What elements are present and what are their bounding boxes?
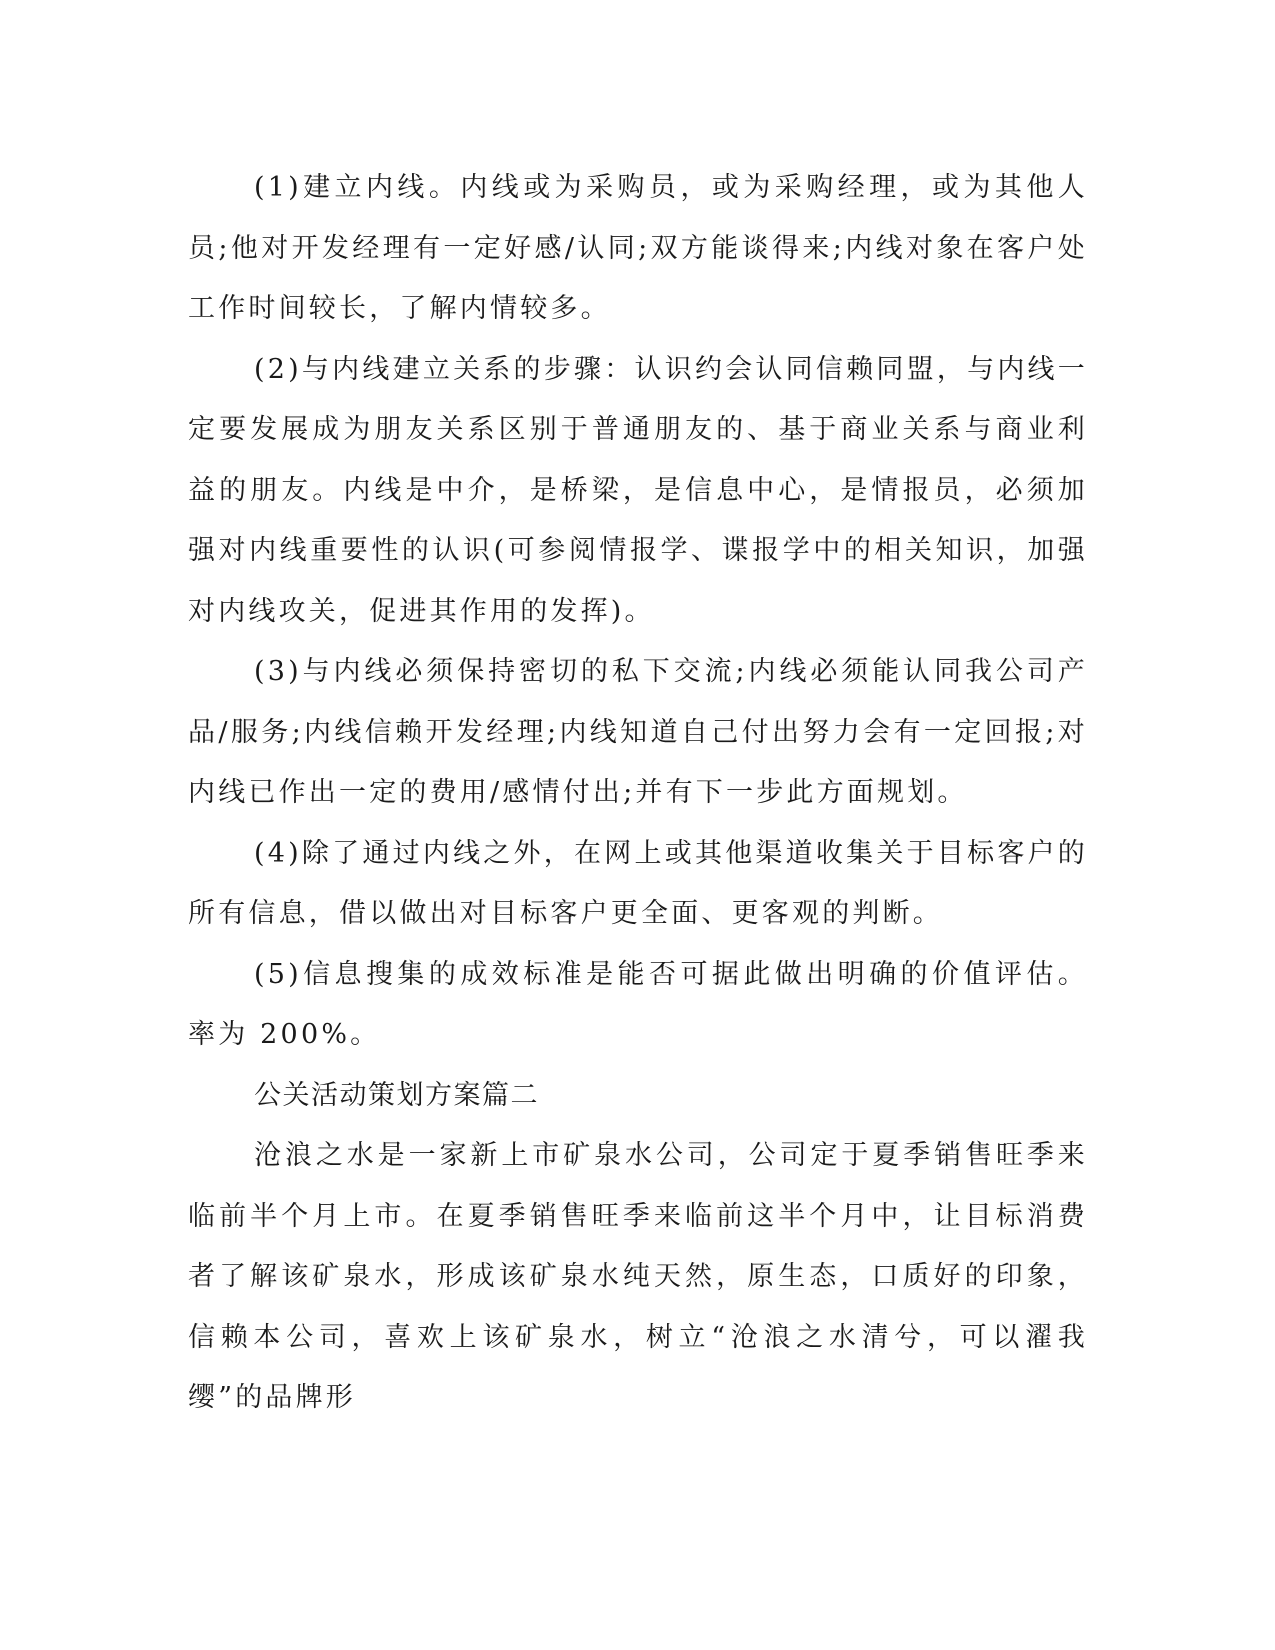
section-heading: 公关活动策划方案篇二	[254, 1079, 539, 1111]
paragraph-6: 沧浪之水是一家新上市矿泉水公司，公司定于夏季销售旺季来临前半个月上市。在夏季销售旺季来临前这半个月中，让目标消费者了解该矿泉水，形成该矿泉水纯天然，原生态，口质好的印象，信赖本公司，喜欢上该矿泉水，树立“沧浪之水清兮，可以濯我缨”的品牌形	[188, 1140, 1088, 1413]
paragraph-4: (4)除了通过内线之外，在网上或其他渠道收集关于目标客户的所有信息，借以做出对目标客户更全面、更客观的判断。	[188, 837, 1088, 929]
paragraph-5: (5)信息搜集的成效标准是能否可据此做出明确的价值评估。 率为 200%。	[188, 958, 1088, 1050]
paragraph-1: (1)建立内线。内线或为采购员，或为采购经理，或为其他人员;他对开发经理有一定好感/认同;双方能谈得来;内线对象在客户处工作时间较长，了解内情较多。	[188, 172, 1088, 324]
document-body	[188, 158, 1088, 1429]
paragraph-3: (3)与内线必须保持密切的私下交流;内线必须能认同我公司产品/服务;内线信赖开发经理;内线知道自己付出努力会有一定回报;对内线已作出一定的费用/感情付出;并有下一步此方面规划。	[188, 656, 1088, 808]
paragraph-2: (2)与内线建立关系的步骤：认识约会认同信赖同盟，与内线一定要发展成为朋友关系区别于普通朋友的、基于商业关系与商业利益的朋友。内线是中介，是桥梁，是信息中心，是情报员，必须加强对内线重要性的认识(可参阅情报学、谍报学中的相关知识，加强对内线攻关，促进其作用的发挥)。	[188, 353, 1088, 627]
